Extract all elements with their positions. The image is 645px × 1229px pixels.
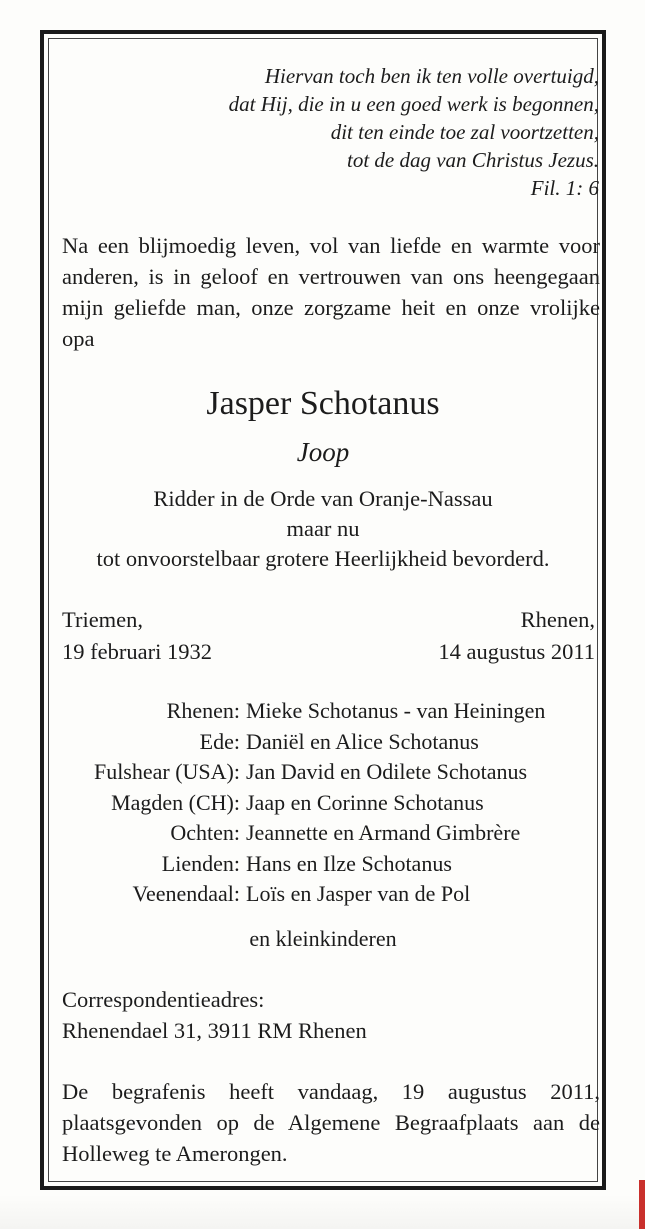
family-names: Mieke Schotanus - van Heiningen — [246, 698, 546, 723]
verse-line: Hiervan toch ben ik ten volle overtuigd, — [264, 64, 599, 88]
death-place: Rhenen, — [520, 607, 595, 632]
verse-line: dit ten einde toe zal voortzetten, — [330, 120, 599, 144]
page-edge-mark — [639, 1180, 645, 1229]
family-place: Ede: — [199, 728, 240, 754]
family-row — [40, 757, 606, 788]
funeral-paragraph: De begrafenis heeft vandaag, 19 augustus 2011, plaatsgevonden op de Algemene Begraafplaats aan de Holleweg te Amerongen. — [62, 1079, 600, 1166]
family-names: Jan David en Odilete Schotanus — [246, 759, 528, 784]
death-info — [438, 604, 595, 668]
family-row — [40, 849, 606, 880]
family-place: Lienden: — [161, 850, 240, 876]
family-names: Daniël en Alice Schotanus — [246, 728, 479, 754]
family-place: Magden (CH): — [111, 789, 240, 815]
family-names: Loïs en Jasper van de Pol — [246, 881, 471, 906]
verse-line: dat Hij, die in u een goed werk is begonnen, — [228, 92, 599, 116]
honor-line: Ridder in de Orde van Oranje-Nassau — [153, 486, 493, 511]
intro-paragraph: Na een blijmoedig leven, vol van liefde en warmte voor anderen, is in geloof en vertrouwen van ons heengegaan mijn geliefde man, onze zorgzame heit en onze vrolijke opa — [62, 233, 600, 351]
family-names: Jaap en Corinne Schotanus — [246, 789, 484, 815]
page-bottom-margin — [0, 1195, 645, 1229]
family-row — [40, 818, 606, 849]
family-place: Fulshear (USA): — [93, 759, 240, 784]
birth-info — [62, 604, 212, 668]
death-date: 14 augustus 2011 — [438, 639, 595, 664]
family-names: Jeannette en Armand Gimbrère — [246, 820, 521, 845]
family-row — [40, 696, 606, 727]
correspondence-block — [62, 984, 367, 1046]
correspondence-address: Rhenendael 31, 3911 RM Rhenen — [62, 1018, 367, 1043]
deceased-name: Jasper Schotanus — [206, 385, 440, 422]
verse-reference: Fil. 1: 6 — [530, 176, 599, 200]
verse-line: tot de dag van Christus Jezus. — [347, 148, 599, 172]
grandchildren-line: en kleinkinderen — [249, 926, 397, 951]
family-list — [40, 696, 606, 910]
family-row — [40, 727, 606, 758]
family-row — [40, 788, 606, 819]
family-place: Veenendaal: — [132, 881, 240, 906]
bible-verse — [229, 62, 599, 202]
deceased-nickname: Joop — [296, 437, 350, 467]
family-names: Hans en Ilze Schotanus — [246, 850, 452, 876]
birth-date: 19 februari 1932 — [62, 639, 212, 664]
birth-place: Triemen, — [62, 607, 144, 632]
honor-line: maar nu — [286, 516, 360, 541]
honor-line: tot onvoorstelbaar grotere Heerlijkheid bevorderd. — [96, 546, 550, 571]
family-row — [40, 879, 606, 910]
correspondence-label: Correspondentieadres: — [62, 987, 265, 1012]
honor-block — [40, 484, 606, 574]
family-place: Ochten: — [170, 820, 240, 845]
family-place: Rhenen: — [166, 698, 240, 723]
